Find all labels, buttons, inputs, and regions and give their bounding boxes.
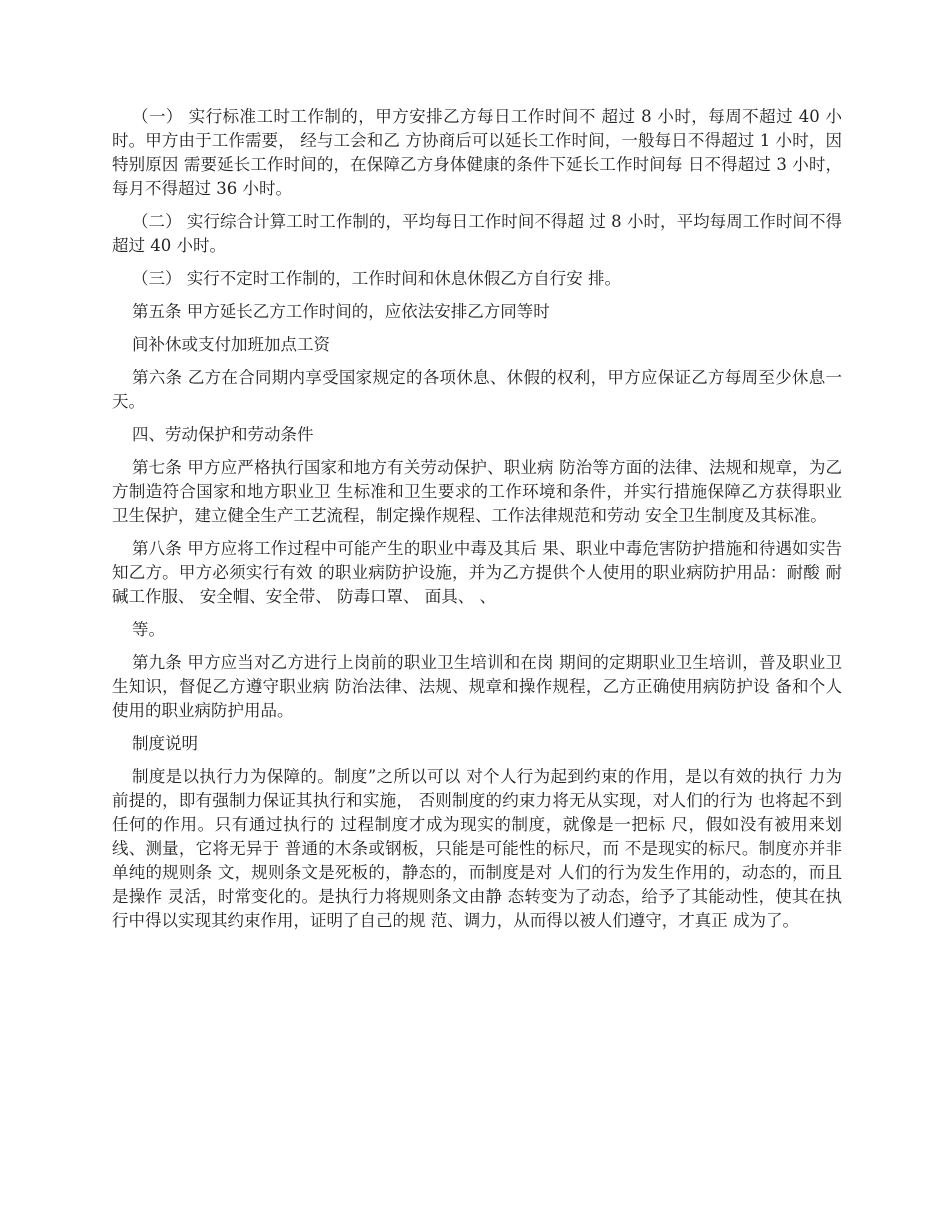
paragraph-article-5: 第五条 甲方延长乙方工作时间的，应依法安排乙方同等时 [132, 302, 550, 321]
paragraph-system-explanation: 制度是以执行力为保障的。制度”之所以可以 对个人行为起到约束的作用，是以有效的执行 力为前提的，即有强制力保证其执行和实施， 否则制度的约束力将无从实现，对人们的行为 也将起不到任何的作用。只有通过执行的 过程制度才成为现实的制度，就像是一把标 尺，假如没有被用来划线、测量，它将无异于 普通的木条或钢板，只能是可能性的标尺，而 不是现实的标尺。制度亦并非单纯的规则条 文，规则条文是死板的，静态的，而制度是对 人们的行为发生作用的，动态的，而且是操作 灵活，时常变化的。是执行力将规则条文由静 态转变为了动态，给予了其能动性，使其在执 行中得以实现其约束作用，证明了自己的规 范、调力，从而得以被人们遵守，才真正 成为了。 [112, 767, 842, 930]
paragraph-article-8-end: 等。 [132, 620, 165, 639]
paragraph-article-9: 第九条 甲方应当对乙方进行上岗前的职业卫生培训和在岗 期间的定期职业卫生培训，普及职业卫生知识，督促乙方遵守职业病 防治法律、法规、规章和操作规程，乙方正确使用病防护设 备和个人使用的职业病防护用品。 [112, 653, 842, 720]
paragraph-article-7: 第七条 甲方应严格执行国家和地方有关劳动保护、职业病 防治等方面的法律、法规和规章，为乙方制造符合国家和地方职业卫 生标准和卫生要求的工作环境和条件，并实行措施保障乙方获得职业 卫生保护，建立健全生产工艺流程，制定操作规程、工作法律规范和劳动 安全卫生制度及其标准。 [112, 458, 842, 525]
paragraph-standard-hours: （一） 实行标准工时工作制的，甲方安排乙方每日工作时间不 超过 8 小时，每周不超过 40 小时。甲方由于工作需要， 经与工会和乙 方协商后可以延长工作时间，一般每日不得超过 1 小时，因特别原因 需要延长工作时间的，在保障乙方身体健康的条件下延长工作时间每 日不得超过 3 小时，每月不得超过 36 小时。 [112, 107, 842, 198]
section-heading-labor-protection: 四、劳动保护和劳动条件 [132, 425, 314, 444]
paragraph-article-6: 第六条 乙方在合同期内享受国家规定的各项休息、休假的权利，甲方应保证乙方每周至少休息一天。 [112, 368, 842, 411]
paragraph-article-5-continued: 间补休或支付加班加点工资 [132, 335, 330, 354]
section-heading-system-explanation: 制度说明 [132, 734, 198, 753]
document-body [112, 105, 842, 942]
paragraph-flexible-hours: （三） 实行不定时工作制的，工作时间和休息休假乙方自行安 排。 [132, 269, 621, 288]
paragraph-comprehensive-hours: （二） 实行综合计算工时工作制的，平均每日工作时间不得超 过 8 小时，平均每周工作时间不得超过 40 小时。 [112, 212, 842, 255]
paragraph-article-8: 第八条 甲方应将工作过程中可能产生的职业中毒及其后 果、职业中毒危害防护措施和待遇如实告知乙方。甲方必须实行有效 的职业病防护设施，并为乙方提供个人使用的职业病防护用品：耐酸 耐碱工作服、 安全帽、安全带、 防毒口罩、 面具、 、 [112, 539, 842, 606]
